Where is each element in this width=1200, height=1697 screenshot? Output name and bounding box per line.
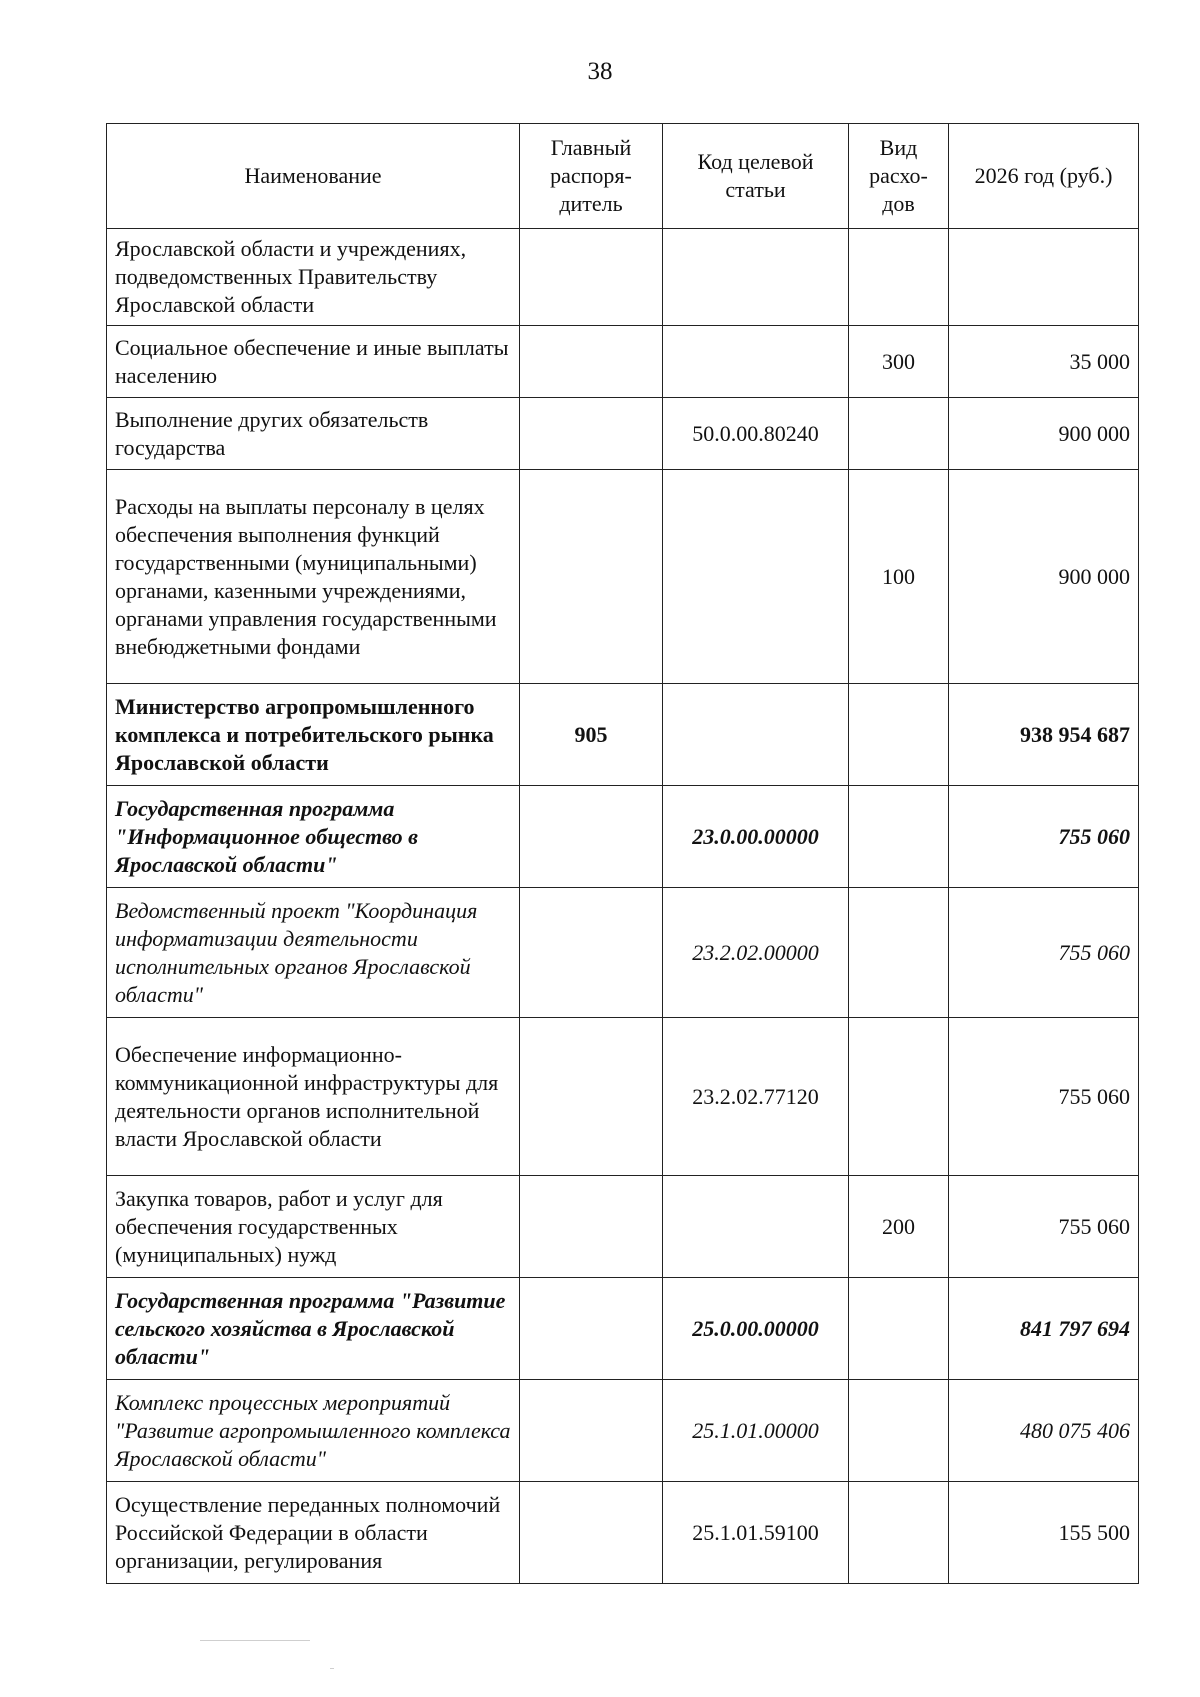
row-amount: 480 075 406: [949, 1380, 1139, 1482]
table-row: [107, 1176, 1139, 1278]
page-number: 38: [587, 58, 613, 85]
row-type: [849, 398, 949, 470]
row-code: [663, 229, 849, 326]
row-manager: [520, 888, 663, 1018]
row-manager: [520, 229, 663, 326]
table-row: [107, 1018, 1139, 1176]
row-name: Ярославской области и учреждениях, подведомственных Правительству Ярославской области: [107, 229, 520, 326]
table-row: [107, 229, 1139, 326]
table-row: [107, 470, 1139, 684]
row-manager: [520, 1482, 663, 1584]
table-row: [107, 786, 1139, 888]
row-amount: 938 954 687: [949, 684, 1139, 786]
row-type: [849, 229, 949, 326]
table-row: [107, 888, 1139, 1018]
row-type: [849, 1278, 949, 1380]
row-code: 25.1.01.00000: [663, 1380, 849, 1482]
row-amount: 755 060: [949, 1018, 1139, 1176]
row-manager: [520, 1018, 663, 1176]
row-amount: [949, 229, 1139, 326]
row-code: 25.0.00.00000: [663, 1278, 849, 1380]
row-amount: 841 797 694: [949, 1278, 1139, 1380]
budget-table: [106, 123, 1139, 1584]
row-type: 200: [849, 1176, 949, 1278]
row-amount: 755 060: [949, 1176, 1139, 1278]
row-name: Государственная программа "Информационное общество в Ярославской области": [107, 786, 520, 888]
scan-artifact: [330, 1668, 334, 1669]
row-code: [663, 470, 849, 684]
row-amount: 900 000: [949, 398, 1139, 470]
row-manager: [520, 398, 663, 470]
row-manager: [520, 786, 663, 888]
row-type: [849, 1482, 949, 1584]
header-expense-type: Вид расхо- дов: [849, 124, 949, 229]
row-name: Выполнение других обязательств государства: [107, 398, 520, 470]
table-row: [107, 1278, 1139, 1380]
row-manager: 905: [520, 684, 663, 786]
row-manager: [520, 1380, 663, 1482]
table-row: [107, 398, 1139, 470]
row-name: Расходы на выплаты персоналу в целях обеспечения выполнения функций государственными (муниципальными) органами, казенными учреждениями, органами управления государственными внебюджетными фондами: [107, 470, 520, 684]
table-row: [107, 1380, 1139, 1482]
row-code: [663, 1176, 849, 1278]
table-row: [107, 326, 1139, 398]
row-type: [849, 1380, 949, 1482]
header-target-code: Код целевой статьи: [663, 124, 849, 229]
row-type: [849, 684, 949, 786]
row-type: [849, 1018, 949, 1176]
row-amount: 900 000: [949, 470, 1139, 684]
table-row: [107, 1482, 1139, 1584]
header-name: Наименование: [107, 124, 520, 229]
row-code: 23.2.02.00000: [663, 888, 849, 1018]
header-main-manager: Главный распоря- дитель: [520, 124, 663, 229]
row-name: Государственная программа "Развитие сельского хозяйства в Ярославской области": [107, 1278, 520, 1380]
row-type: 100: [849, 470, 949, 684]
row-amount: 155 500: [949, 1482, 1139, 1584]
row-name: Осуществление переданных полномочий Российской Федерации в области организации, регулирования: [107, 1482, 520, 1584]
row-manager: [520, 470, 663, 684]
table-row: [107, 684, 1139, 786]
row-manager: [520, 1278, 663, 1380]
row-name: Министерство агропромышленного комплекса и потребительского рынка Ярославской области: [107, 684, 520, 786]
row-name: Ведомственный проект "Координация информатизации деятельности исполнительных органов Ярославской области": [107, 888, 520, 1018]
row-code: 25.1.01.59100: [663, 1482, 849, 1584]
row-type: [849, 888, 949, 1018]
row-name: Закупка товаров, работ и услуг для обеспечения государственных (муниципальных) нужд: [107, 1176, 520, 1278]
row-type: 300: [849, 326, 949, 398]
row-code: 23.2.02.77120: [663, 1018, 849, 1176]
row-amount: 755 060: [949, 888, 1139, 1018]
row-type: [849, 786, 949, 888]
row-name: Социальное обеспечение и иные выплаты населению: [107, 326, 520, 398]
table-header-row: [107, 124, 1139, 229]
row-name: Комплекс процессных мероприятий "Развитие агропромышленного комплекса Ярославской области": [107, 1380, 520, 1482]
row-code: [663, 684, 849, 786]
row-code: [663, 326, 849, 398]
scan-artifact: [200, 1640, 310, 1641]
row-amount: 755 060: [949, 786, 1139, 888]
row-code: 23.0.00.00000: [663, 786, 849, 888]
header-year: 2026 год (руб.): [949, 124, 1139, 229]
row-amount: 35 000: [949, 326, 1139, 398]
row-manager: [520, 1176, 663, 1278]
row-name: Обеспечение информационно-коммуникационной инфраструктуры для деятельности органов исполнительной власти Ярославской области: [107, 1018, 520, 1176]
row-code: 50.0.00.80240: [663, 398, 849, 470]
row-manager: [520, 326, 663, 398]
